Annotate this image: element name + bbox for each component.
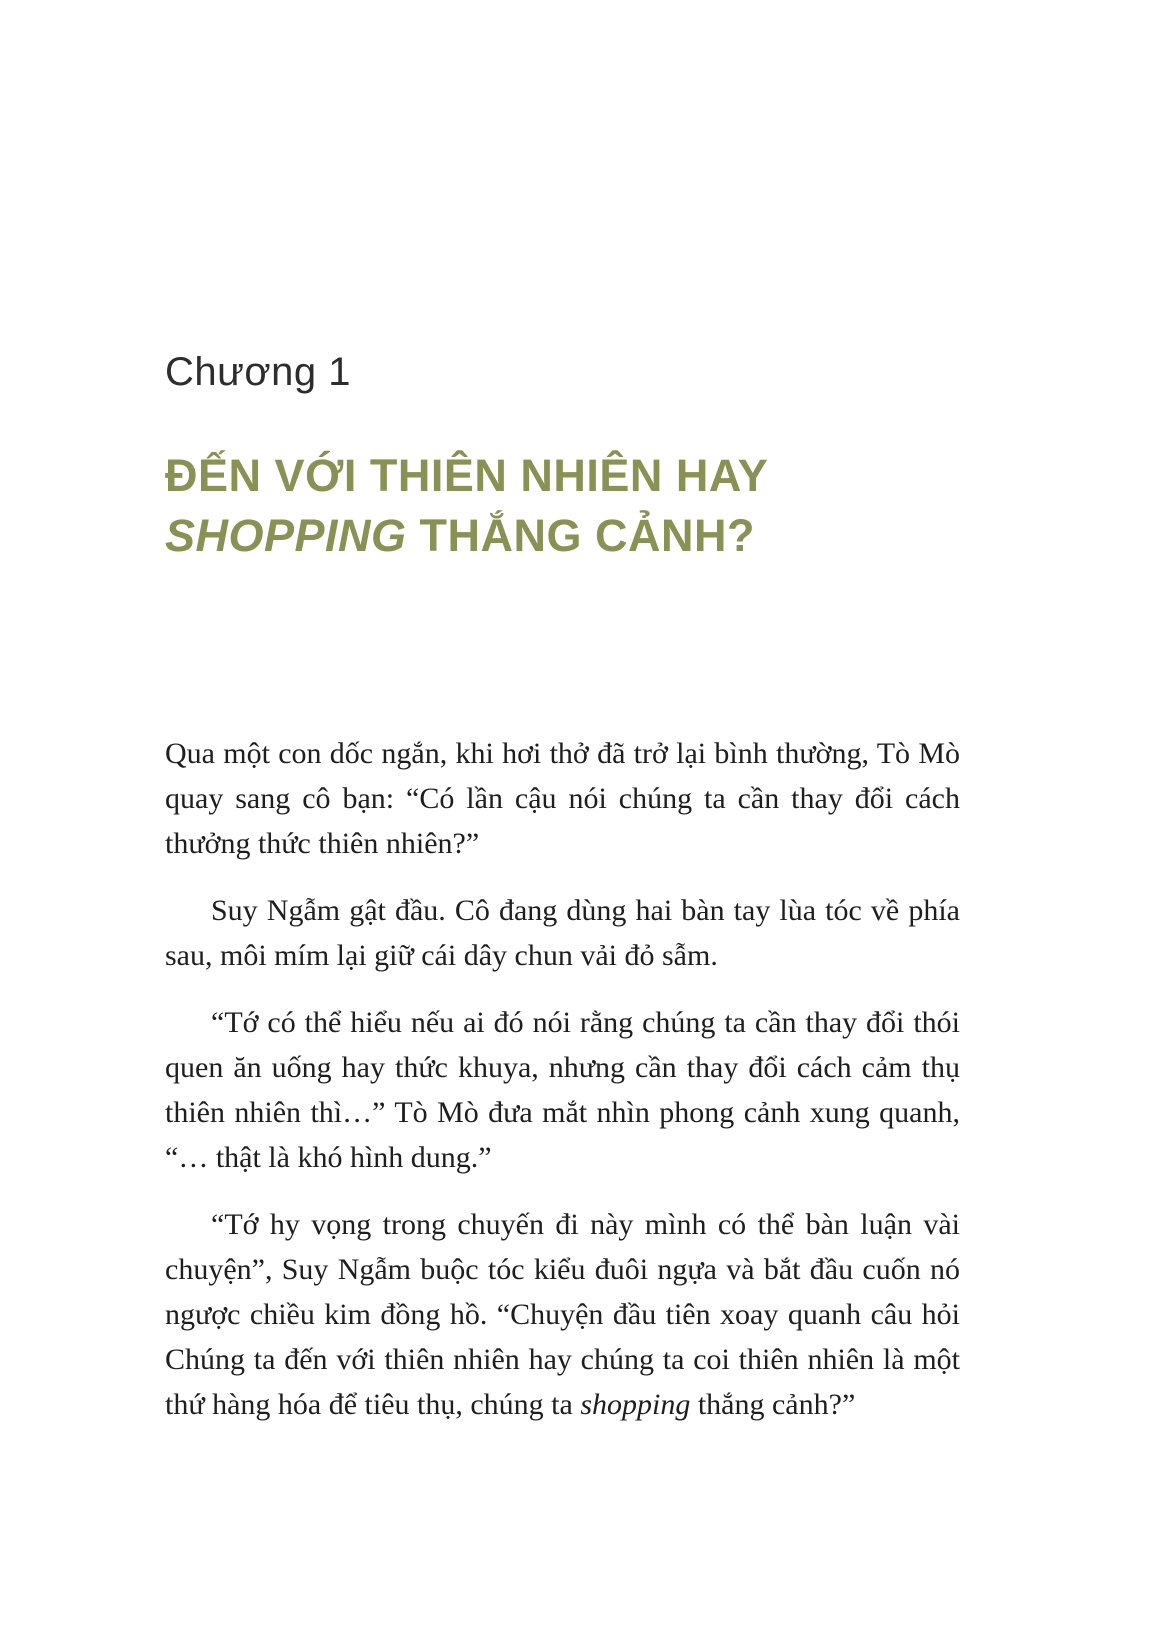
text-run: thắng cảnh?” (690, 1388, 856, 1421)
page-content (165, 350, 960, 1449)
text-run: Qua một con dốc ngắn, khi hơi thở đã trở lại bình thường, Tò Mò quay sang cô bạn: “Có lần cậu nói chúng ta cần thay đổi cách thưởng thức thiên nhiên?” (165, 737, 960, 860)
body-text (165, 731, 960, 1427)
paragraph (165, 888, 960, 978)
title-line (165, 506, 960, 566)
text-run: ĐẾN VỚI THIÊN NHIÊN HAY (165, 450, 769, 501)
text-run: Suy Ngẫm gật đầu. Cô đang dùng hai bàn tay lùa tóc về phía sau, môi mím lại giữ cái dây chun vải đỏ sẫm. (165, 894, 960, 972)
text-run: “Tớ có thể hiểu nếu ai đó nói rằng chúng ta cần thay đổi thói quen ăn uống hay thức khuya, nhưng cần thay đổi cách cảm thụ thiên nhiên thì…” Tò Mò đưa mắt nhìn phong cảnh xung quanh, “… thật là khó hình dung.” (165, 1006, 960, 1174)
text-run: THẮNG CẢNH? (406, 510, 756, 561)
italic-text-run: shopping (580, 1388, 691, 1421)
italic-text-run: SHOPPING (165, 510, 407, 561)
paragraph (165, 1000, 960, 1180)
paragraph (165, 1202, 960, 1427)
paragraph (165, 731, 960, 866)
chapter-title (165, 446, 960, 566)
chapter-label: Chương 1 (165, 350, 351, 394)
title-line (165, 446, 960, 506)
text-run: “Tớ hy vọng trong chuyến đi này mình có thể bàn luận vài chuyện”, Suy Ngẫm buộc tóc kiểu đuôi ngựa và bắt đầu cuốn nó ngược chiều kim đồng hồ. “Chuyện đầu tiên xoay quanh câu hỏi Chúng ta đến với thiên nhiên hay chúng ta coi thiên nhiên là một thứ hàng hóa để tiêu thụ, chúng ta (165, 1208, 960, 1421)
